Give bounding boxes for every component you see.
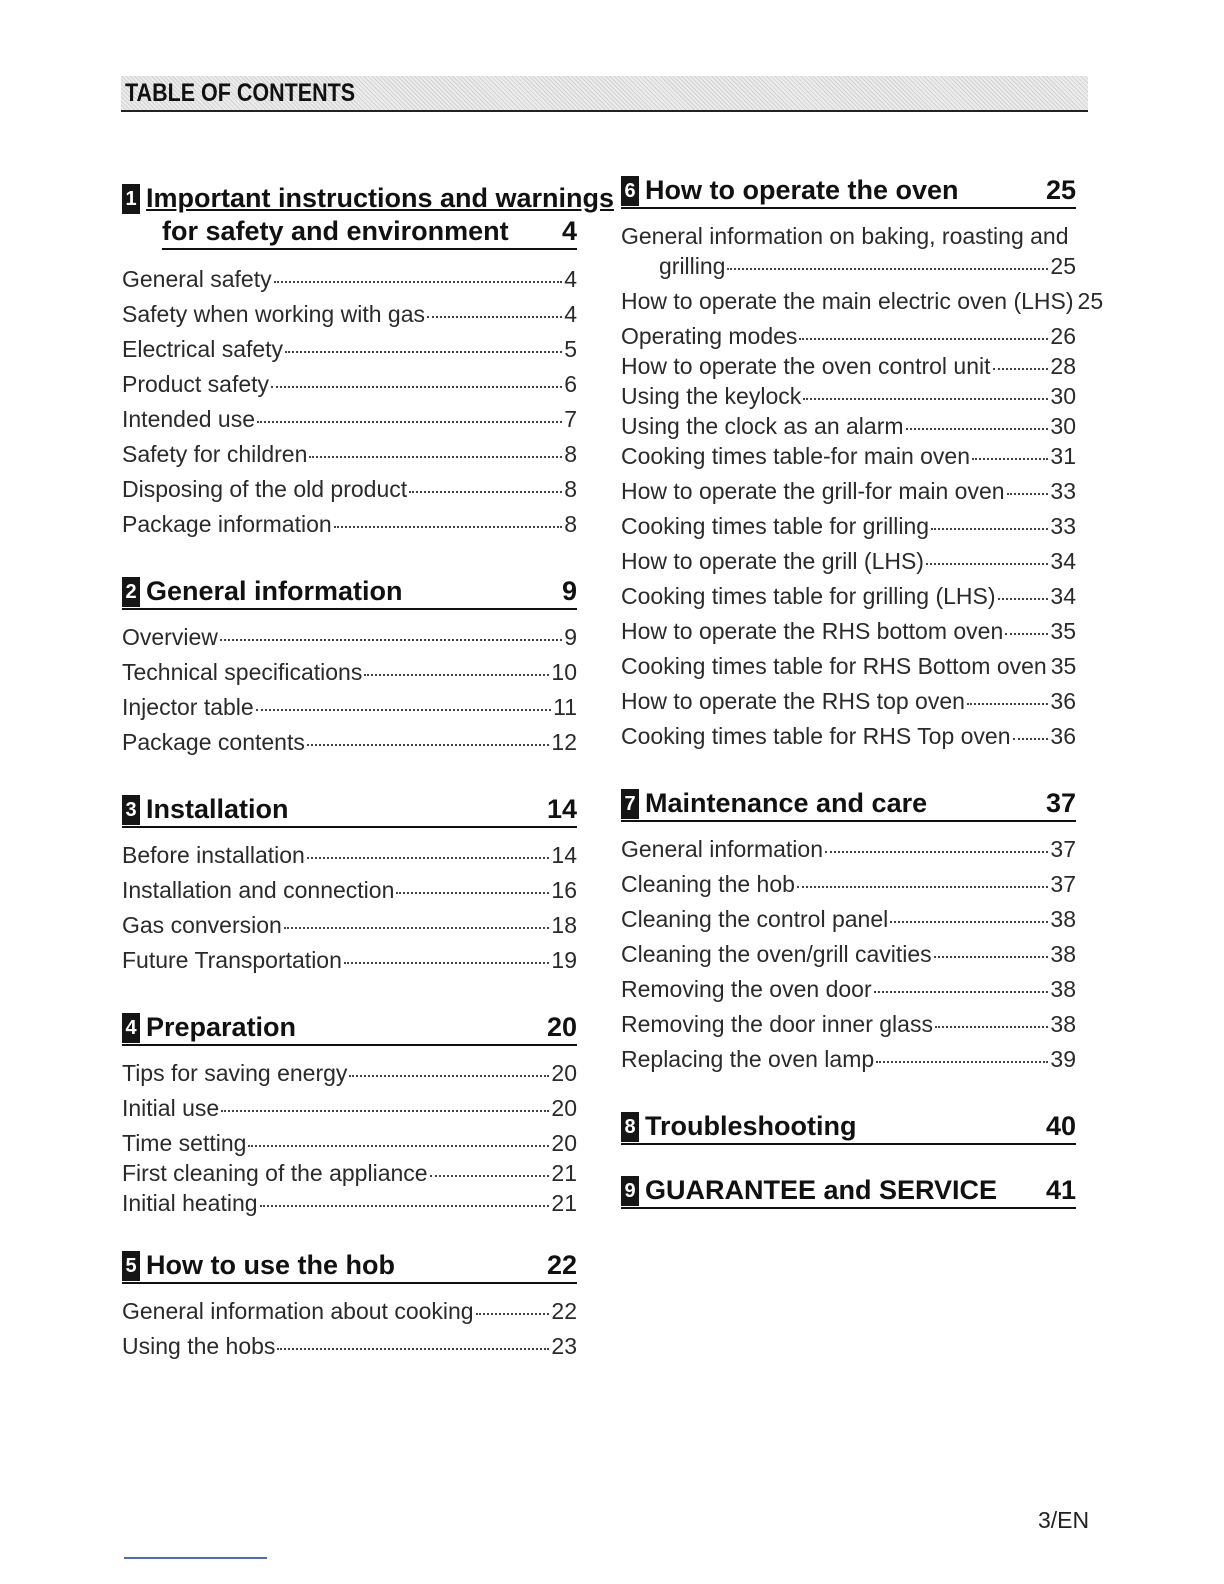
- section-4-heading[interactable]: [122, 1012, 577, 1046]
- section-number-badge: 1: [122, 184, 140, 214]
- dot-leader: [349, 1061, 549, 1077]
- dot-leader: [727, 254, 1048, 270]
- dot-leader: [825, 837, 1048, 853]
- entry-page: 4: [564, 301, 577, 327]
- toc-entry[interactable]: [122, 694, 577, 729]
- section-page: 40: [1045, 1111, 1076, 1141]
- toc-entry[interactable]: [621, 353, 1076, 383]
- toc-entry[interactable]: [122, 877, 577, 912]
- toc-left-column: [122, 180, 615, 1398]
- entry-page: 37: [1050, 871, 1076, 897]
- dot-leader: [1005, 619, 1048, 635]
- toc-entry[interactable]: [122, 842, 577, 877]
- section-title: Troubleshooting: [645, 1111, 857, 1141]
- section-number-badge: 6: [621, 176, 639, 206]
- entry-page: 18: [551, 912, 577, 938]
- entry-label: Cooking times table-for main oven: [621, 443, 970, 469]
- section-1-heading[interactable]: [122, 180, 615, 252]
- section-page: 37: [1045, 788, 1076, 818]
- toc-entry[interactable]: [122, 1333, 577, 1368]
- entry-label: Operating modes: [621, 323, 798, 349]
- toc-entry[interactable]: [122, 1060, 577, 1095]
- section-page: 9: [561, 576, 577, 606]
- entry-page: 20: [551, 1095, 577, 1121]
- entry-page: 8: [564, 441, 577, 467]
- toc-entry[interactable]: [621, 618, 1076, 653]
- dot-leader: [476, 1299, 550, 1315]
- section-9: [621, 1175, 1076, 1209]
- section-9-heading[interactable]: [621, 1175, 1076, 1209]
- toc-entry[interactable]: [122, 441, 577, 476]
- dot-leader: [934, 942, 1049, 958]
- toc-entry[interactable]: [122, 476, 577, 511]
- entry-page: 22: [551, 1298, 577, 1324]
- entry-page: 10: [551, 659, 577, 685]
- dot-leader: [931, 514, 1048, 530]
- entry-label: How to operate the main electric oven (LHS): [621, 288, 1074, 314]
- entry-label: How to operate the RHS bottom oven: [621, 618, 1004, 644]
- entry-page: 33: [1050, 513, 1076, 539]
- dot-leader: [967, 689, 1048, 705]
- entry-page: 34: [1050, 583, 1076, 609]
- entry-label: Electrical safety: [122, 336, 284, 362]
- footer-rule: [124, 1557, 267, 1559]
- entry-label: First cleaning of the appliance: [122, 1160, 428, 1186]
- entry-label: Future Transportation: [122, 947, 342, 973]
- entry-page: 7: [564, 406, 577, 432]
- toc-entry[interactable]: [122, 729, 577, 764]
- entry-label: Disposing of the old product: [122, 476, 408, 502]
- entry-page: 30: [1050, 383, 1076, 409]
- section-title: How to use the hob: [146, 1250, 395, 1280]
- entry-label: General safety: [122, 266, 272, 292]
- entry-label: Cooking times table for RHS Bottom oven: [621, 653, 1047, 679]
- section-number-badge: 4: [122, 1013, 140, 1043]
- toc-entry[interactable]: [621, 871, 1076, 906]
- section-2-entries: [122, 624, 577, 764]
- toc-entry[interactable]: [122, 1160, 577, 1190]
- dot-leader: [797, 872, 1048, 888]
- entry-label: General information on baking, roasting and: [621, 223, 1069, 249]
- toc-entry[interactable]: [122, 624, 577, 659]
- entry-label: Intended use: [122, 406, 256, 432]
- toc-entry[interactable]: [621, 836, 1076, 871]
- entry-label: How to operate the RHS top oven: [621, 688, 965, 714]
- toc-entry[interactable]: [621, 383, 1076, 413]
- dot-leader: [396, 878, 549, 894]
- entry-page: 38: [1050, 906, 1076, 932]
- section-title: How to operate the oven: [645, 175, 959, 205]
- entry-label: Product safety: [122, 371, 270, 397]
- entry-label: Safety for children: [122, 441, 308, 467]
- toc-entry[interactable]: [122, 1130, 577, 1160]
- toc-entry[interactable]: [621, 223, 1076, 253]
- entry-page: 34: [1050, 548, 1076, 574]
- dot-leader: [271, 372, 562, 388]
- entry-page: 35: [1050, 618, 1076, 644]
- entry-page: 8: [564, 511, 577, 537]
- entry-label: Package contents: [122, 729, 305, 755]
- entry-page: 8: [564, 476, 577, 502]
- section-3-heading[interactable]: [122, 794, 577, 828]
- entry-page: 14: [551, 842, 577, 868]
- section-page: 20: [546, 1012, 577, 1042]
- toc-entry[interactable]: [621, 413, 1076, 443]
- dot-leader: [926, 549, 1048, 565]
- entry-page: 30: [1050, 413, 1076, 439]
- section-title: General information: [146, 576, 403, 606]
- dot-leader: [998, 584, 1049, 600]
- entry-page: 25: [1077, 288, 1104, 314]
- dot-leader: [309, 442, 562, 458]
- section-4-entries: [122, 1060, 577, 1220]
- section-7-entries: [621, 836, 1076, 1081]
- toc-entry[interactable]: [621, 513, 1076, 548]
- dot-leader: [364, 660, 549, 676]
- entry-page: 20: [551, 1060, 577, 1086]
- dot-leader: [874, 977, 1049, 993]
- toc-entry-continued[interactable]: [621, 253, 1076, 288]
- dot-leader: [890, 907, 1048, 923]
- toc-entry[interactable]: [122, 301, 577, 336]
- dot-leader: [277, 1334, 549, 1350]
- entry-page: 16: [551, 877, 577, 903]
- section-3-entries: [122, 842, 577, 982]
- page-number: 3/EN: [1038, 1507, 1090, 1533]
- dot-leader: [285, 337, 562, 353]
- section-number-badge: 7: [621, 789, 639, 819]
- dot-leader: [430, 1161, 550, 1177]
- entry-page: 35: [1050, 653, 1077, 679]
- section-number-badge: 9: [621, 1176, 639, 1206]
- toc-entry[interactable]: [122, 1095, 577, 1130]
- dot-leader: [220, 625, 562, 641]
- dot-leader: [799, 324, 1048, 340]
- toc-entry[interactable]: [122, 266, 577, 301]
- entry-label: Cooking times table for grilling: [621, 513, 930, 539]
- entry-label: General information: [621, 836, 823, 862]
- toc-entry[interactable]: [621, 653, 1076, 688]
- entry-label: Safety when working with gas: [122, 301, 425, 327]
- section-title: GUARANTEE and SERVICE: [645, 1175, 998, 1205]
- dot-leader: [248, 1131, 549, 1147]
- entry-label: grilling: [659, 253, 726, 279]
- dot-leader: [260, 1191, 550, 1207]
- entry-label: Technical specifications: [122, 659, 363, 685]
- toc-entry[interactable]: [621, 583, 1076, 618]
- toc-entry[interactable]: [122, 947, 577, 982]
- entry-page: 12: [551, 729, 577, 755]
- entry-label: Gas conversion: [122, 912, 282, 938]
- entry-label: Overview: [122, 624, 218, 650]
- toc-entry[interactable]: [621, 941, 1076, 976]
- entry-page: 4: [564, 266, 577, 292]
- section-7-heading[interactable]: [621, 788, 1076, 822]
- entry-page: 25: [1050, 253, 1076, 279]
- entry-label: How to operate the grill-for main oven: [621, 478, 1005, 504]
- dot-leader: [307, 843, 550, 859]
- dot-leader: [344, 948, 550, 964]
- dot-leader: [334, 512, 563, 528]
- dot-leader: [307, 730, 550, 746]
- entry-label: Replacing the oven lamp: [621, 1046, 875, 1072]
- toc-entry[interactable]: [122, 1298, 577, 1333]
- section-1-entries: [122, 266, 577, 546]
- entry-label: Using the hobs: [122, 1333, 276, 1359]
- section-5-entries: [122, 1298, 577, 1368]
- toc-banner: [121, 76, 1088, 112]
- toc-entry[interactable]: [621, 976, 1076, 1011]
- entry-label: Initial heating: [122, 1190, 258, 1216]
- section-number-badge: 2: [122, 577, 140, 607]
- toc-entry[interactable]: [621, 288, 1104, 323]
- entry-label: Removing the oven door: [621, 976, 872, 1002]
- entry-label: Tips for saving energy: [122, 1060, 348, 1086]
- entry-label: Package information: [122, 511, 332, 537]
- entry-page: 37: [1050, 836, 1076, 862]
- entry-page: 21: [551, 1190, 577, 1216]
- section-page: 25: [1045, 175, 1076, 205]
- entry-page: 20: [551, 1130, 577, 1156]
- dot-leader: [257, 407, 562, 423]
- entry-label: Cleaning the control panel: [621, 906, 889, 932]
- toc-entry[interactable]: [122, 1190, 577, 1220]
- entry-label: Before installation: [122, 842, 305, 868]
- dot-leader: [803, 384, 1048, 400]
- dot-leader: [221, 1096, 549, 1112]
- dot-leader: [274, 267, 563, 283]
- entry-page: 26: [1050, 323, 1076, 349]
- dot-leader: [427, 302, 562, 318]
- entry-page: 36: [1050, 723, 1076, 749]
- toc-entry[interactable]: [621, 1011, 1076, 1046]
- entry-label: How to operate the oven control unit: [621, 353, 991, 379]
- entry-page: 6: [564, 371, 577, 397]
- entry-label: Cooking times table for grilling (LHS): [621, 583, 996, 609]
- section-title: Maintenance and care: [645, 788, 928, 818]
- section-title-line2: for safety and environment: [162, 216, 509, 246]
- toc-entry[interactable]: [621, 1046, 1076, 1081]
- toc-right-column: [621, 175, 1104, 1239]
- section-3: [122, 794, 577, 982]
- entry-page: 23: [551, 1333, 577, 1359]
- section-1: [122, 180, 615, 546]
- dot-leader: [935, 1012, 1048, 1028]
- section-page: 41: [1045, 1175, 1076, 1205]
- toc-entry[interactable]: [122, 406, 577, 441]
- dot-leader: [1007, 479, 1049, 495]
- entry-page: 21: [551, 1160, 577, 1186]
- section-title: Installation: [146, 794, 289, 824]
- section-title: Important instructions and warnings: [146, 183, 615, 213]
- entry-label: How to operate the grill (LHS): [621, 548, 924, 574]
- section-page: 14: [546, 794, 577, 824]
- dot-leader: [1013, 724, 1049, 740]
- section-4: [122, 1012, 577, 1220]
- toc-title: TABLE OF CONTENTS: [125, 79, 356, 107]
- section-6: [621, 175, 1104, 758]
- entry-label: Using the keylock: [621, 383, 802, 409]
- toc-entry[interactable]: [621, 323, 1076, 353]
- entry-page: 33: [1050, 478, 1076, 504]
- entry-page: 5: [564, 336, 577, 362]
- entry-page: 9: [564, 624, 577, 650]
- dot-leader: [876, 1047, 1048, 1063]
- dot-leader: [972, 444, 1048, 460]
- entry-page: 19: [551, 947, 577, 973]
- entry-label: Cooking times table for RHS Top oven: [621, 723, 1011, 749]
- entry-page: 36: [1050, 688, 1076, 714]
- entry-page: 38: [1050, 976, 1076, 1002]
- toc-entry[interactable]: [122, 511, 577, 546]
- section-8: [621, 1111, 1076, 1145]
- section-5-heading[interactable]: [122, 1250, 577, 1284]
- entry-page: 11: [553, 694, 577, 720]
- entry-label: General information about cooking: [122, 1298, 474, 1324]
- entry-page: 38: [1050, 1011, 1076, 1037]
- toc-entry[interactable]: [621, 723, 1076, 758]
- entry-label: Cleaning the oven/grill cavities: [621, 941, 932, 967]
- entry-label: Using the clock as an alarm: [621, 413, 904, 439]
- dot-leader: [284, 913, 550, 929]
- entry-page: 38: [1050, 941, 1076, 967]
- toc-entry[interactable]: [122, 659, 577, 694]
- section-number-badge: 3: [122, 795, 140, 825]
- section-2-heading[interactable]: [122, 576, 577, 610]
- section-8-heading[interactable]: [621, 1111, 1076, 1145]
- section-6-heading[interactable]: [621, 175, 1076, 209]
- section-6-entries: [621, 223, 1104, 758]
- section-2: [122, 576, 577, 764]
- section-7: [621, 788, 1076, 1081]
- entry-label: Cleaning the hob: [621, 871, 795, 897]
- dot-leader: [409, 477, 562, 493]
- entry-label: Injector table: [122, 694, 254, 720]
- toc-entry[interactable]: [122, 912, 577, 947]
- entry-label: Initial use: [122, 1095, 220, 1121]
- toc-entry[interactable]: [621, 443, 1076, 478]
- section-title: Preparation: [146, 1012, 297, 1042]
- toc-entry[interactable]: [122, 371, 577, 406]
- entry-label: Removing the door inner glass: [621, 1011, 933, 1037]
- section-page: 22: [546, 1250, 577, 1280]
- section-number-badge: 5: [122, 1251, 140, 1281]
- toc-entry[interactable]: [122, 336, 577, 371]
- entry-page: 39: [1050, 1046, 1076, 1072]
- toc-entry[interactable]: [621, 906, 1076, 941]
- section-page: 4: [561, 216, 577, 246]
- entry-page: 28: [1050, 353, 1076, 379]
- toc-entry[interactable]: [621, 478, 1076, 513]
- section-number-badge: 8: [621, 1112, 639, 1142]
- entry-label: Installation and connection: [122, 877, 395, 903]
- section-5: [122, 1250, 577, 1368]
- dot-leader: [256, 695, 551, 711]
- dot-leader: [993, 354, 1049, 370]
- entry-page: 31: [1050, 443, 1076, 469]
- entry-label: Time setting: [122, 1130, 247, 1156]
- dot-leader: [906, 414, 1049, 430]
- toc-entry[interactable]: [621, 548, 1076, 583]
- toc-entry[interactable]: [621, 688, 1076, 723]
